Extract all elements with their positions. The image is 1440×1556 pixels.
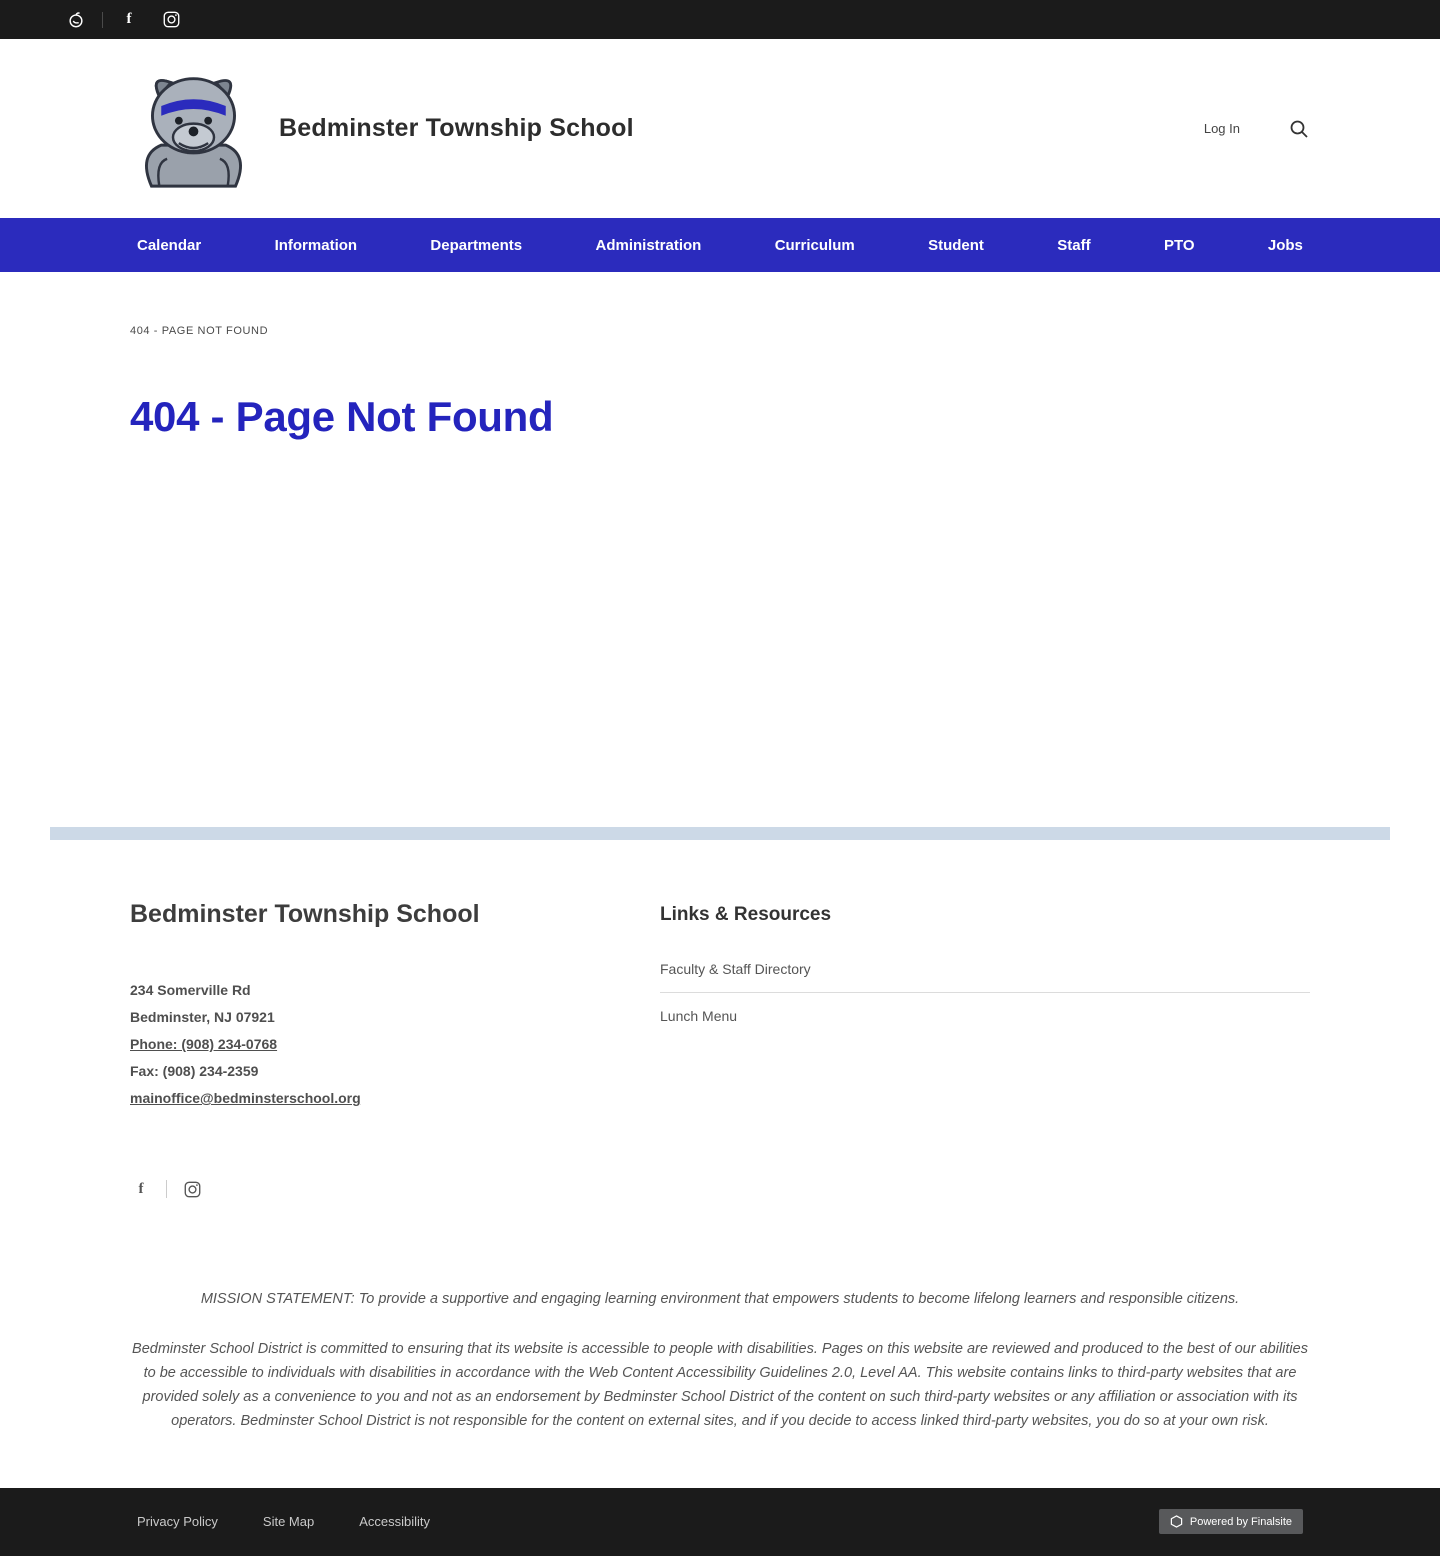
- nav-item-pto[interactable]: PTO: [1163, 236, 1195, 254]
- instagram-icon[interactable]: [181, 1178, 203, 1200]
- powered-by-finalsite-badge[interactable]: [1159, 1509, 1303, 1534]
- site-footer: [0, 840, 1440, 1434]
- footer-link-lunch-menu[interactable]: Lunch Menu: [660, 1008, 738, 1024]
- footer-links-list: [660, 946, 1310, 1039]
- footer-social: [130, 1178, 610, 1200]
- main-content: [0, 272, 1440, 827]
- footer-fax: Fax: (908) 234-2359: [130, 1063, 259, 1079]
- peachjar-icon[interactable]: [64, 8, 88, 32]
- footer-social-divider: [166, 1180, 167, 1198]
- mission-statement: MISSION STATEMENT: To provide a supportive and engaging learning environment that empowers students to become lifelong learners and responsible citizens.: [200, 1291, 1240, 1307]
- nav-item-staff[interactable]: Staff: [1057, 236, 1091, 254]
- login-link[interactable]: Log In: [1203, 121, 1240, 136]
- footer-phone-link[interactable]: Phone: (908) 234-0768: [130, 1036, 278, 1052]
- footer-school-name: Bedminster Township School: [130, 900, 480, 928]
- nav-item-departments[interactable]: Departments: [430, 236, 523, 254]
- facebook-icon[interactable]: f: [138, 1180, 144, 1197]
- footer-divider-bar: [50, 827, 1390, 840]
- nav-item-student[interactable]: Student: [928, 236, 984, 254]
- facebook-icon[interactable]: f: [126, 11, 132, 27]
- footer-links-column: [660, 900, 1310, 1200]
- footer-email-link[interactable]: mainoffice@bedminsterschool.org: [130, 1090, 361, 1106]
- breadcrumb: 404 - PAGE NOT FOUND: [130, 325, 269, 337]
- footer-address-line2: Bedminster, NJ 07921: [130, 1009, 275, 1025]
- finalsite-hexagon-icon: [1170, 1515, 1183, 1528]
- nav-item-jobs[interactable]: Jobs: [1267, 236, 1303, 254]
- nav-item-information[interactable]: Information: [274, 236, 358, 254]
- topbar: [0, 0, 1440, 39]
- search-icon[interactable]: [1288, 118, 1310, 140]
- bottom-link-site-map[interactable]: Site Map: [262, 1514, 315, 1530]
- bottom-link-accessibility[interactable]: Accessibility: [359, 1514, 431, 1530]
- footer-address-line1: 234 Somerville Rd: [130, 982, 251, 998]
- main-navigation: [0, 218, 1440, 272]
- nav-item-calendar[interactable]: Calendar: [137, 236, 202, 254]
- site-title: Bedminster Township School: [279, 114, 634, 142]
- bottombar: [0, 1488, 1440, 1556]
- site-header: [0, 39, 1440, 218]
- powered-by-label: Powered by Finalsite: [1189, 1515, 1292, 1528]
- nav-item-administration[interactable]: Administration: [595, 236, 702, 254]
- nav-item-curriculum[interactable]: Curriculum: [774, 236, 855, 254]
- topbar-divider: [102, 12, 103, 28]
- header-utilities: [1204, 118, 1310, 140]
- footer-links-title: Links & Resources: [660, 904, 832, 925]
- bottom-link-privacy-policy[interactable]: Privacy Policy: [137, 1514, 218, 1530]
- footer-link-faculty-staff-directory[interactable]: Faculty & Staff Directory: [660, 946, 1310, 993]
- instagram-icon[interactable]: [159, 8, 183, 32]
- school-logo[interactable]: [130, 65, 257, 192]
- page-title: 404 - Page Not Found: [130, 393, 554, 440]
- accessibility-statement: Bedminster School District is committed to ensuring that its website is accessible to people with disabilities. Pages on this website are reviewed and produced to the best of our abilities to be accessible to individuals with disabilities in accordance with the Web Content Accessibility Guidelines 2.0, Level AA. This website contains links to third-party websites that are provided solely as a convenience to you and not as an endorsement by Bedminster School District of the content on such third-party websites or any affiliation or association with its operators. Bedminster School District is not responsible for the content on external sites, and if you decide to access linked third-party websites, you do so at your own risk.: [132, 1341, 1308, 1429]
- footer-contact-column: [130, 900, 610, 1200]
